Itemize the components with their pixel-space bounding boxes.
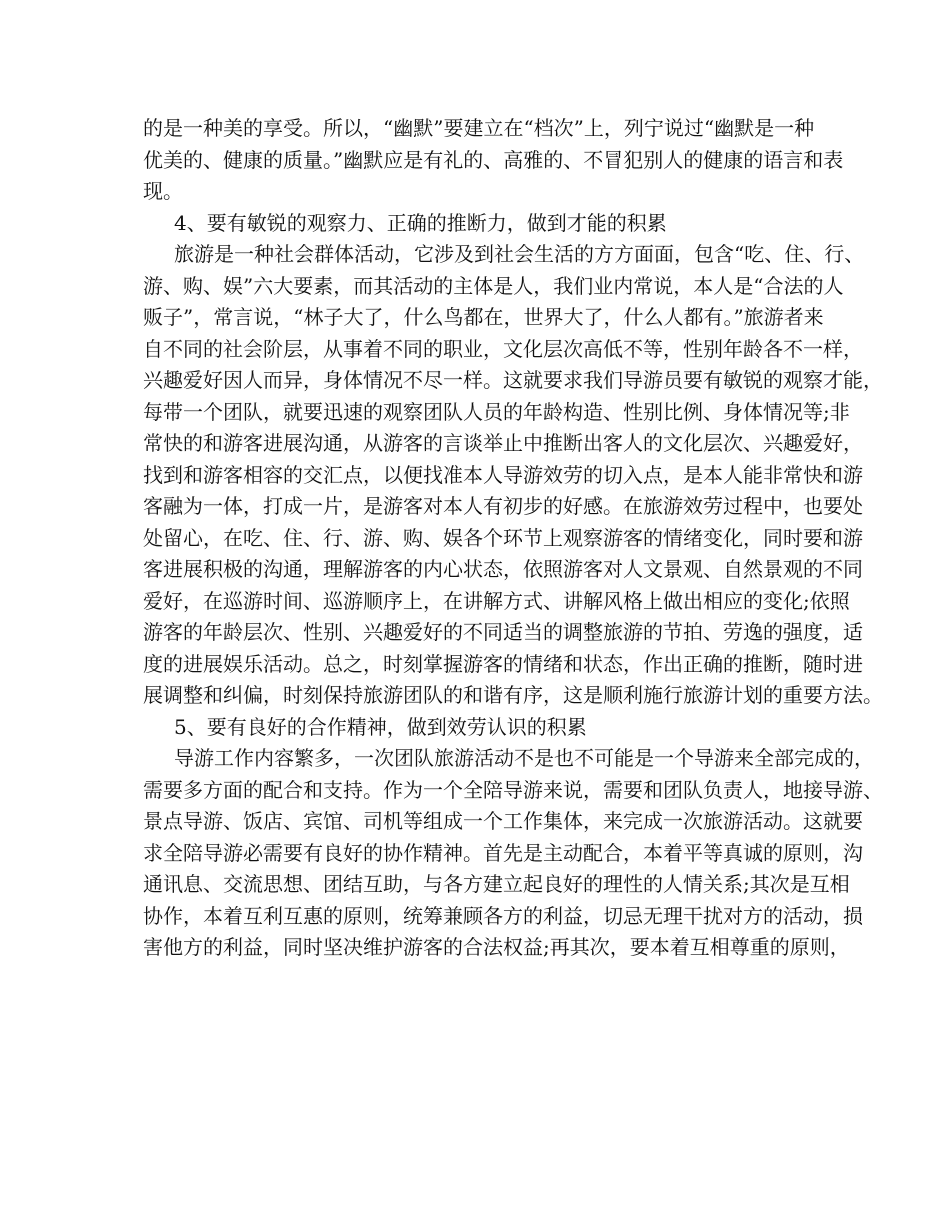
text-line: 客进展积极的沟通，理解游客的内心状态，依照游客对人文景观、自然景观的不同 xyxy=(143,557,863,581)
text-line: 游、购、娱”六大要素，而其活动的主体是人，我们业内常说，本人是“合法的人 xyxy=(143,273,844,298)
text-line: 自不同的社会阶层，从事着不同的职业，文化层次高低不等，性别年龄各不一样， xyxy=(143,336,863,361)
paragraph-start: 旅游是一种社会群体活动，它涉及到社会生活的方方面面，包含“吃、住、行、 xyxy=(174,242,865,266)
text-line: 贩子”，常言说，“林子大了，什么鸟都在，世界大了，什么人都有。”旅游者来 xyxy=(143,305,824,329)
text-line: 求全陪导游必需要有良好的协作精神。首先是主动配合，本着平等真诚的原则，沟 xyxy=(143,840,863,865)
section-heading-4: 4、要有敏锐的观察力、正确的推断力，做到才能的积累 xyxy=(174,210,667,235)
text-line: 爱好，在巡游时间、巡游顺序上，在讲解方式、讲解风格上做出相应的变化;依照 xyxy=(143,588,850,613)
paragraph-start: 导游工作内容繁多，一次团队旅游活动不是也不可能是一个导游来全部完成的， xyxy=(174,746,874,770)
text-line: 度的进展娱乐活动。总之，时刻掌握游客的情绪和状态，作出正确的推断，随时进 xyxy=(143,651,863,676)
text-line: 的是一种美的享受。所以，“幽默”要建立在“档次”上，列宁说过“幽默是一种 xyxy=(143,116,815,140)
text-line: 每带一个团队，就要迅速的观察团队人员的年龄构造、性别比例、身体情况等;非 xyxy=(143,399,850,424)
text-line: 优美的、健康的质量。”幽默应是有礼的、高雅的、不冒犯别人的健康的语言和表 xyxy=(143,147,844,172)
text-line: 兴趣爱好因人而异，身体情况不尽一样。这就要求我们导游员要有敏锐的观察才能， xyxy=(143,368,883,392)
text-line: 游客的年龄层次、性别、兴趣爱好的不同适当的调整旅游的节拍、劳逸的强度，适 xyxy=(143,620,863,644)
text-line: 通讯息、交流思想、团结互助，与各方建立起良好的理性的人情关系;其次是互相 xyxy=(143,872,850,896)
text-line: 协作，本着互利互惠的原则，统筹兼顾各方的利益，切忌无理干扰对方的活动，损 xyxy=(143,903,863,928)
text-line: 常快的和游客进展沟通，从游客的言谈举止中推断出客人的文化层次、兴趣爱好， xyxy=(143,431,863,455)
text-line: 景点导游、饭店、宾馆、司机等组成一个工作集体，来完成一次旅游活动。这就要 xyxy=(143,809,863,833)
text-line: 处留心，在吃、住、行、游、购、娱各个环节上观察游客的情绪变化，同时要和游 xyxy=(143,525,863,550)
text-line: 需要多方面的配合和支持。作为一个全陪导游来说，需要和团队负责人，地接导游、 xyxy=(143,777,883,802)
text-line: 客融为一体，打成一片，是游客对本人有初步的好感。在旅游效劳过程中，也要处 xyxy=(143,494,863,518)
text-line: 展调整和纠偏，时刻保持旅游团队的和谐有序，这是顺利施行旅游计划的重要方法。 xyxy=(143,683,883,707)
text-line: 现。 xyxy=(143,179,183,203)
body-text xyxy=(143,113,883,964)
text-line: 找到和游客相容的交汇点，以便找准本人导游效劳的切入点，是本人能非常快和游 xyxy=(143,462,863,487)
text-line: 害他方的利益，同时坚决维护游客的合法权益;再其次，要本着互相尊重的原则， xyxy=(143,935,850,959)
section-heading-5: 5、要有良好的合作精神，做到效劳认识的积累 xyxy=(174,714,587,739)
